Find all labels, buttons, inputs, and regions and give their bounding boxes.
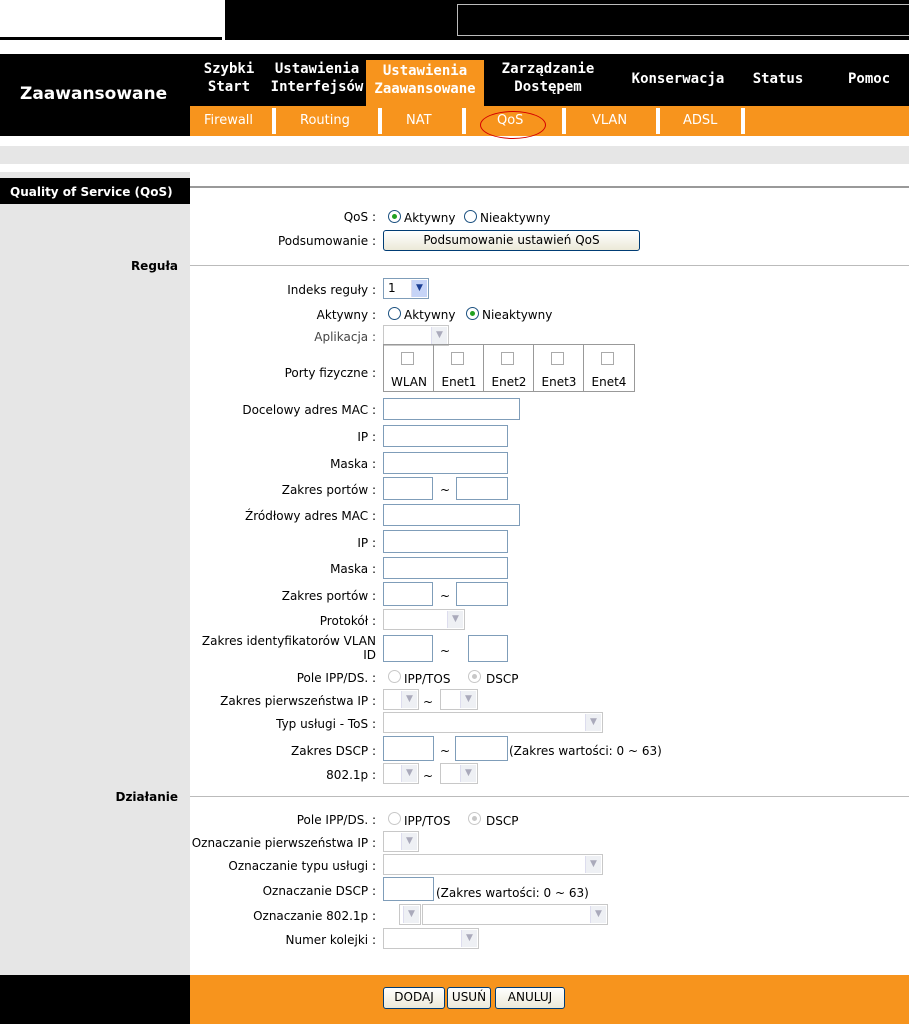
menu-advanced-setup[interactable] (366, 60, 484, 106)
rule-dscp-radio[interactable] (468, 670, 481, 683)
rule-active-text: Aktywny (404, 308, 456, 322)
tos-mark-label: Oznaczanie typu usługi : (228, 859, 376, 873)
range-separator: ~ (440, 589, 451, 603)
port-cell-enet2 (484, 345, 534, 391)
qos-active-label: Aktywny (404, 211, 456, 225)
port-cell-wlan (384, 345, 434, 391)
application-label: Aplikacja : (314, 330, 376, 344)
rule-active-label: Aktywny : (316, 308, 376, 322)
menu-status[interactable]: Status (752, 71, 804, 87)
dst-ip-label: IP : (357, 430, 376, 444)
queue-label: Numer kolejki : (285, 933, 376, 947)
menu-help[interactable]: Pomoc (848, 71, 891, 87)
port-enet4-label: Enet4 (591, 375, 627, 389)
src-port-end-input[interactable] (456, 582, 508, 606)
chevron-down-icon: ▼ (585, 856, 601, 873)
vlan-range-label-line2: ID (363, 648, 376, 662)
rule-index-select[interactable] (383, 278, 429, 299)
range-separator: ~ (440, 744, 451, 758)
action-ipptos-radio[interactable] (388, 812, 401, 825)
add-button[interactable]: DODAJ (383, 987, 445, 1009)
vlan-range-label (202, 634, 376, 662)
protocol-select[interactable] (383, 609, 465, 630)
subnav-adsl[interactable]: ADSL (683, 113, 718, 128)
ip-precedence-range-label: Zakres pierwszeństwa IP : (220, 694, 376, 708)
rule-index-value: 1 (388, 281, 396, 295)
chevron-down-icon: ▼ (401, 765, 417, 782)
chevron-down-icon: ▼ (401, 833, 417, 850)
vlan-end-input[interactable] (468, 635, 508, 662)
delete-button[interactable]: USUŃ (447, 987, 491, 1009)
subnav-firewall[interactable]: Firewall (204, 113, 254, 128)
subnav-separator (462, 108, 466, 134)
menu-label: Zaawansowane (374, 81, 476, 97)
section-title: Quality of Service (QoS) (0, 178, 190, 204)
subnav-separator (656, 108, 660, 134)
action-dscp-radio[interactable] (468, 812, 481, 825)
p8021-mark-label: Oznaczanie 802.1p : (253, 909, 376, 923)
chevron-down-icon: ▼ (411, 280, 427, 297)
menu-access-management[interactable] (492, 60, 604, 96)
dscp-mark-hint: (Zakres wartości: 0 ~ 63) (436, 886, 589, 900)
port-enet2-label: Enet2 (491, 375, 527, 389)
dst-mac-label: Docelowy adres MAC : (242, 403, 376, 417)
port-cell-enet1 (434, 345, 484, 391)
dst-mac-input[interactable] (383, 398, 520, 420)
dscp-end-input[interactable] (455, 736, 508, 761)
chevron-down-icon: ▼ (590, 906, 606, 923)
menu-label: Interfejsów (270, 79, 364, 95)
ip-precedence-start-select[interactable] (383, 689, 419, 710)
dscp-range-label: Zakres DSCP : (291, 744, 376, 758)
dst-port-end-input[interactable] (456, 477, 508, 500)
p8021-mark-extra-select[interactable] (422, 904, 608, 925)
gray-band (0, 146, 909, 164)
port-enet1-checkbox[interactable] (451, 352, 464, 365)
cancel-button[interactable]: ANULUJ (495, 987, 565, 1009)
port-enet3-label: Enet3 (541, 375, 577, 389)
ip-precedence-mark-select[interactable] (383, 831, 419, 852)
tos-label: Typ usługi - ToS : (276, 717, 376, 731)
ip-precedence-mark-label: Oznaczanie pierwszeństwa IP : (191, 836, 376, 850)
qos-inactive-radio[interactable] (464, 210, 477, 223)
banner-black-box (225, 0, 909, 40)
menu-label: Ustawienia (382, 63, 468, 79)
chevron-down-icon: ▼ (461, 930, 477, 947)
port-wlan-label: WLAN (390, 375, 427, 389)
rule-ipptos-text: IPP/TOS (404, 672, 451, 686)
physical-ports-table (383, 344, 635, 392)
dscp-mark-label: Oznaczanie DSCP : (262, 884, 376, 898)
port-cell-enet4 (584, 345, 634, 391)
qos-inactive-label: Nieaktywny (480, 211, 551, 225)
chevron-down-icon: ▼ (401, 691, 417, 708)
port-enet1-label: Enet1 (441, 375, 477, 389)
chevron-down-icon: ▼ (431, 327, 447, 344)
menu-label: Dostępem (514, 79, 582, 95)
subnav-separator (272, 108, 276, 134)
chevron-down-icon: ▼ (447, 611, 463, 628)
subnav-separator (562, 108, 566, 134)
chevron-down-icon: ▼ (585, 714, 601, 731)
dst-mask-input[interactable] (383, 452, 508, 474)
range-separator: ~ (423, 695, 434, 709)
subnav-left-block (0, 106, 190, 136)
queue-select[interactable] (383, 928, 479, 949)
vlan-start-input[interactable] (383, 635, 433, 662)
dst-port-range-label: Zakres portów : (281, 483, 376, 497)
src-mac-input[interactable] (383, 504, 520, 526)
src-port-start-input[interactable] (383, 582, 433, 606)
dst-mask-label: Maska : (330, 457, 376, 471)
rule-active-radio[interactable] (388, 307, 401, 320)
p8021-start-select[interactable] (383, 763, 419, 784)
p8021-range-label: 802.1p : (326, 768, 376, 782)
qos-active-radio[interactable] (388, 210, 401, 223)
range-separator: ~ (440, 483, 451, 497)
chevron-down-icon: ▼ (460, 691, 476, 708)
dscp-start-input[interactable] (383, 736, 434, 761)
p8021-end-select[interactable] (440, 763, 478, 784)
src-ip-input[interactable] (383, 530, 508, 553)
qos-summary-button[interactable]: Podsumowanie ustawień QoS (383, 230, 640, 251)
port-enet3-checkbox[interactable] (551, 352, 564, 365)
menu-quick-start[interactable] (196, 60, 262, 96)
subnav-qos[interactable]: QoS (497, 113, 524, 128)
dscp-mark-input[interactable] (383, 877, 434, 901)
application-select[interactable] (383, 325, 449, 346)
port-enet2-checkbox[interactable] (501, 352, 514, 365)
port-enet4-checkbox[interactable] (601, 352, 614, 365)
tos-select[interactable] (383, 712, 603, 733)
action-divider (190, 796, 909, 797)
rule-index-label: Indeks reguły : (287, 283, 376, 297)
ip-precedence-end-select[interactable] (440, 689, 478, 710)
src-mask-label: Maska : (330, 562, 376, 576)
menu-label: Zarządzanie (501, 61, 595, 77)
chevron-down-icon: ▼ (460, 765, 476, 782)
summary-label: Podsumowanie : (277, 234, 376, 248)
src-port-range-label: Zakres portów : (281, 589, 376, 603)
menu-maintenance[interactable]: Konserwacja (631, 71, 725, 87)
top-banner (0, 0, 909, 40)
menu-label: Start (207, 79, 251, 95)
dst-port-start-input[interactable] (383, 477, 433, 500)
range-separator: ~ (440, 644, 451, 658)
tos-mark-select[interactable] (383, 854, 603, 875)
qos-label: QoS : (343, 210, 376, 224)
dst-ip-input[interactable] (383, 425, 508, 447)
action-ippds-label: Pole IPP/DS. : (296, 813, 376, 827)
section-divider (190, 186, 909, 188)
banner-underline (0, 37, 222, 40)
rule-inactive-text: Nieaktywny (482, 308, 553, 322)
rule-heading: Reguła (130, 259, 178, 273)
chevron-down-icon: ▼ (403, 906, 419, 923)
action-ipptos-text: IPP/TOS (404, 814, 451, 828)
qos-highlight-circle (480, 111, 546, 139)
rule-ipptos-radio[interactable] (388, 670, 401, 683)
dscp-range-hint: (Zakres wartości: 0 ~ 63) (509, 744, 662, 758)
p8021-mark-select[interactable] (399, 904, 421, 925)
subnav-nat[interactable]: NAT (406, 113, 432, 128)
menu-label: Ustawienia (274, 61, 360, 77)
vlan-range-label-line1: Zakres identyfikatorów VLAN (201, 634, 376, 648)
subnav-separator (378, 108, 382, 134)
subnav-routing[interactable]: Routing (300, 113, 350, 128)
menu-interface-setup[interactable] (270, 60, 364, 96)
action-dscp-text: DSCP (486, 814, 519, 828)
menu-label: Szybki (203, 61, 255, 77)
port-cell-enet3 (534, 345, 584, 391)
subnav-vlan[interactable]: VLAN (592, 113, 628, 128)
rule-divider (190, 265, 909, 266)
rule-inactive-radio[interactable] (466, 307, 479, 320)
brand-title: Zaawansowane (20, 84, 168, 104)
range-separator: ~ (423, 769, 434, 783)
sidebar (0, 172, 190, 975)
subnav-bar (190, 106, 909, 136)
src-mask-input[interactable] (383, 557, 508, 579)
ports-label: Porty fizyczne : (284, 366, 376, 380)
subnav-separator (741, 108, 745, 134)
src-ip-label: IP : (357, 536, 376, 550)
protocol-label: Protokół : (319, 614, 376, 628)
footer-left-block (0, 975, 190, 1024)
src-mac-label: Źródłowy adres MAC : (244, 509, 376, 523)
action-heading: Działanie (115, 790, 178, 804)
rule-dscp-text: DSCP (486, 672, 519, 686)
port-wlan-checkbox[interactable] (401, 352, 414, 365)
rule-ippds-label: Pole IPP/DS. : (296, 671, 376, 685)
